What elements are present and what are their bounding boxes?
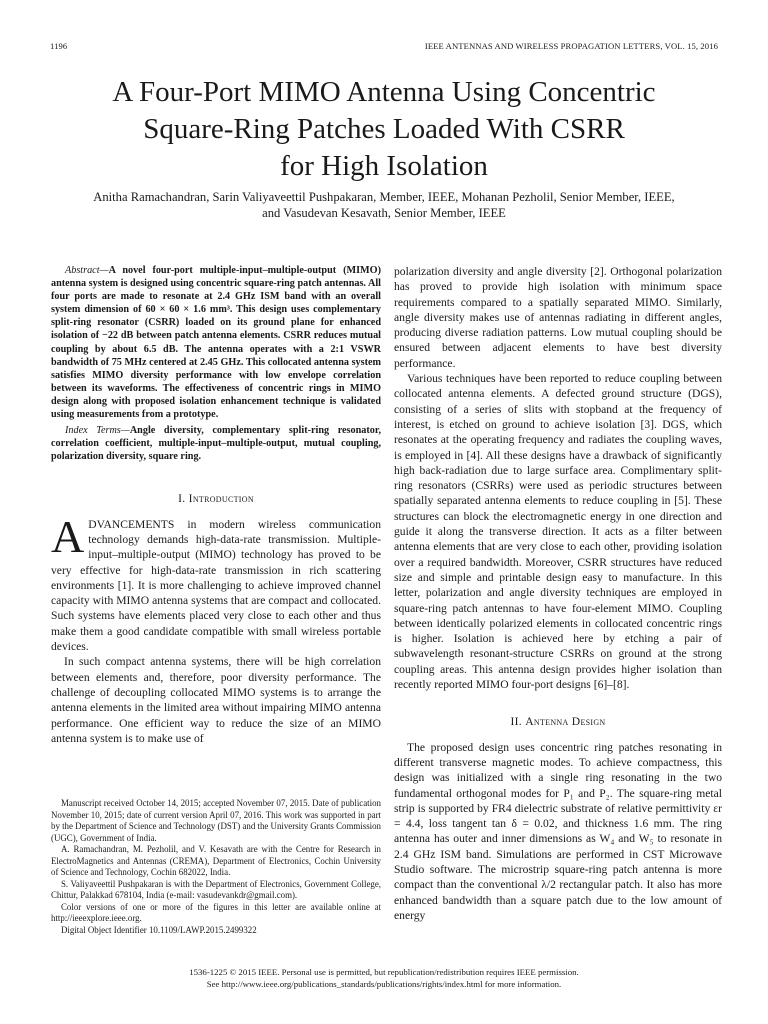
design-paragraph-1: The proposed design uses concentric ring patches resonating in different transverse magnetic modes. To achieve compactness, this design was initialized with a single ring resonating in the two fundamental orthogonal modes for P₁ and P₂. The square-ring metal strip is supported by FR4 dielectric substrate of relative permittivity εr = 4.4, loss tangent tan δ = 0.02, and thickness 1.6 mm. The ring antenna has outer and inner dimensions as W₄ and W₅ to resonate in 2.4 GHz ISM band. Simulations are performed in CST Microwave Studio software. The microstrip square-ring patch antenna is more compact than the conventional λ/2 rectangular patch. It also has more enhanced bandwidth than a square patch due to the low amount of energy <box>394 740 722 922</box>
journal-name: IEEE ANTENNAS AND WIRELESS PROPAGATION LETTERS, VOL. 15, 2016 <box>424 41 718 51</box>
index-terms-text: Angle diversity, complementary split-ring resonator, correlation coefficient, multiple-input–multiple-output, mutual coupling, polarization diversity, square ring. <box>51 425 381 463</box>
title-line-2: Square-Ring Patches Loaded With CSRR <box>143 113 625 145</box>
abstract-text: A novel four-port multiple-input–multiple-output (MIMO) antenna system is designed using concentric square-ring patch antennas. All four ports are made to resonate at 2.4 GHz ISM band with an overall system dimension of 60 × 60 × 1.6 mm³. This design uses complementary split-ring resonator (CSRR) loaded on its ground plane for enhanced isolation of −22 dB between patch antenna elements. CSRR reduces mutual coupling by about 6.5 dB. The antenna operates with a 2:1 VSWR bandwidth of 75 MHz centered at 2.45 GHz. This collocated antenna system satisfies MIMO diversity performance with low envelope correlation between its waveforms. The effectiveness of concentric rings in MIMO design along with proposed isolation enhancement technique is validated using measurements from a prototype. <box>51 265 381 421</box>
intro-paragraph-2: In such compact antenna systems, there will be high correlation between elements and, therefore, poor diversity performance. The challenge of decoupling collocated MIMO systems is to arrange the antenna elements in the limited area without impairing MIMO antenna performance. One efficient way to reduce the size of an MIMO antenna system is to make use of <box>51 655 381 745</box>
paper-title <box>40 74 728 185</box>
left-column <box>51 264 381 746</box>
title-line-3: for High Isolation <box>280 150 488 182</box>
footnote-affiliation-1: A. Ramachandran, M. Pezholil, and V. Kesavath are with the Centre for Research in ElectroMagnetics and Antennas (CREMA), Department of Electronics, Cochin University of Science and Technology, Cochin 682022, India. <box>51 844 381 877</box>
intro-paragraph-1 <box>51 510 381 655</box>
index-terms <box>51 424 381 463</box>
authors-line-1: Anitha Ramachandran, Sarin Valiyaveettil Pushpakaran, Member, IEEE, Mohanan Pezholil, Senior Member, IEEE, <box>93 190 675 204</box>
footnote-doi: Digital Object Identifier 10.1109/LAWP.2015.2499322 <box>61 924 257 935</box>
section-heading-introduction <box>51 491 381 506</box>
drop-cap: A <box>51 510 85 562</box>
section-2-numeral: II. <box>510 715 523 729</box>
right-paragraph-1: polarization diversity and angle diversity [2]. Orthogonal polarization has proved to provide high isolation with minimum space requirements compared to a spatially separated MIMO. Similarly, angle diversity makes use of antennas radiating in different angles, producing diverse radiation patterns. Low mutual coupling should be ensured between adjacent elements to have best diversity performance. <box>394 265 722 370</box>
abstract-lead: Abstract— <box>65 265 109 276</box>
authors-line-2: and Vasudevan Kesavath, Senior Member, IEEE <box>262 206 506 220</box>
right-paragraph-2: Various techniques have been reported to reduce coupling between collocated antenna elements. A defected ground structure (DGS), consisting of a series of slits with stopband at the frequency of interest, is etched on ground to achieve isolation [3]. DGS, which resonates at the operating frequency and radiates the coupling waves, is employed in [4]. All these designs have a drawback of significantly high back-radiation due to large surface area. Complimentary split-ring resonators (CSRRs) were used as periodic structures between spatially separated antenna elements to reduce coupling in [5]. These structures can block the electromagnetic energy in one direction and guide it along the transverse direction. It acts as a filter between antenna elements that are very close to each other, providing isolation over a required bandwidth. Moreover, CSRR structures have reduced size and simple and printable design easy to manufacture. In this letter, polarization and angle diversity techniques are employed in square-ring patch antennas to have four-element MIMO. Coupling between identically polarized elements in collocated concentric rings is higher. Isolation is achieved here by etching a pair of subwavelength resonant-structure CSRRs on ground at the strong coupling areas. This antenna design provides higher isolation than recently reported MIMO four-port designs [6]–[8]. <box>394 372 722 692</box>
section-2-title: Antenna Design <box>525 715 606 729</box>
page-number: 1196 <box>50 41 68 51</box>
intro-paragraph-1-text: DVANCEMENTS in modern wireless communication technology demands high-data-rate transmission. Multiple-input–multiple-output (MIMO) technology has proved to be very effective for high-data-rate transmission in rich scattering environments [1]. It is more challenging to achieve improved channel capacity with MIMO antenna systems that are compact and collocated. Such systems have elements placed very close to each other and thus make them a good candidate compatible with small wireless portable devices. <box>51 517 381 654</box>
footnote-color-versions: Color versions of one or more of the figures in this letter are available online at http://ieeexplore.ieee.org. <box>51 901 381 923</box>
copyright-line-2: See http://www.ieee.org/publications_standards/publications/rights/index.html for more information. <box>206 979 562 990</box>
running-header <box>50 41 718 53</box>
title-line-1: A Four-Port MIMO Antenna Using Concentric <box>112 76 656 108</box>
section-1-numeral: I. <box>178 492 186 506</box>
copyright-notice <box>40 966 728 990</box>
section-heading-antenna-design <box>394 714 722 729</box>
footnotes <box>51 798 381 936</box>
footnote-manuscript: Manuscript received October 14, 2015; accepted November 07, 2015. Date of publication November 10, 2015; date of current version April 07, 2016. This work was supported in part by the Department of Science and Technology (DST) and the University Grants Commission (UGC), Government of India. <box>51 798 381 843</box>
right-column <box>394 264 722 923</box>
abstract <box>51 264 381 421</box>
section-1-title: Introduction <box>188 492 254 506</box>
copyright-line-1: 1536-1225 © 2015 IEEE. Personal use is permitted, but republication/redistribution requires IEEE permission. <box>189 967 579 977</box>
footnote-affiliation-2: S. Valiyaveettil Pushpakaran is with the Department of Electronics, Government College, Chittur, Palakkad 678104, India (e-mail: vasudevankdr@gmail.com). <box>51 878 381 900</box>
index-terms-lead: Index Terms— <box>65 425 130 437</box>
author-list <box>40 189 728 221</box>
